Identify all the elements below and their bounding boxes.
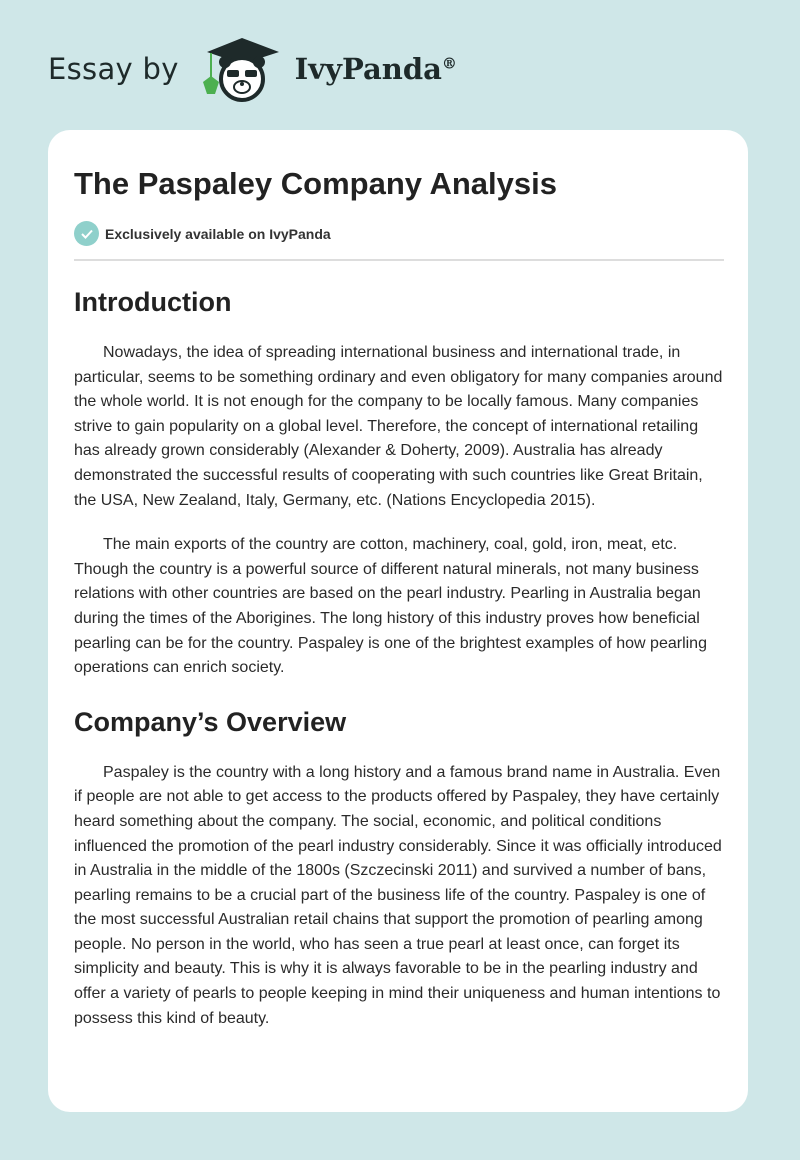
- page-title: The Paspaley Company Analysis: [74, 166, 557, 201]
- paragraph: Nowadays, the idea of spreading international business and international trade, in particular, seems to be something ordinary and even obligatory for many companies around the whole world. It is not enough for the company to be locally famous. Many companies strive to gain popularity on a global level. Therefore, the concept of international retailing has already grown considerably (Alexander & Doherty, 2009). Australia has already demonstrated the successful results of cooperating with such countries like Great Britain, the USA, New Zealand, Italy, Germany, etc. (Nations Encyclopedia 2015).: [74, 344, 723, 509]
- section-heading: Introduction: [74, 287, 232, 317]
- essay-by-label: Essay by: [48, 52, 179, 86]
- badge-text: Exclusively available on IvyPanda: [105, 225, 331, 242]
- essay-card: [48, 130, 748, 1112]
- brand-text: IvyPanda: [294, 52, 442, 86]
- site-header: [48, 34, 457, 104]
- brand-name[interactable]: [295, 52, 457, 86]
- registered-mark: ®: [441, 54, 457, 73]
- paragraph: Paspaley is the country with a long history and a famous brand name in Australia. Even if people are not able to get access to the products offered by Paspaley, they have certainly heard something about the company. The social, economic, and political conditions influenced the promotion of the pearl industry considerably. Since it was officially introduced in Australia in the middle of the 1800s (Szczecinski 2011) and survived a number of bans, pearling remains to be a crucial part of the business life of the country. Paspaley is one of the most successful Australian retail chains that support the promotion of pearling among people. No person in the world, who has seen a true pearl at least once, can forget its simplicity and beauty. This is why it is always favorable to be in the pearling industry and offer a variety of pearls to people keeping in mind their uniqueness and human intentions to possess this kind of beauty.: [74, 763, 722, 1027]
- check-circle-icon: [74, 221, 99, 246]
- ivypanda-logo-icon[interactable]: [197, 34, 287, 104]
- section-heading: Company’s Overview: [74, 706, 347, 737]
- paragraph: The main exports of the country are cotton, machinery, coal, gold, iron, meat, etc. Though the country is a powerful source of different natural minerals, not many business relations with other countries are based on the pearl industry. Pearling in Australia began during the times of the Aborigines. The long history of this industry proves how beneficial pearling can be for the country. Paspaley is one of the brightest examples of how pearling operations can enrich society.: [74, 536, 707, 677]
- exclusive-badge: [74, 221, 724, 246]
- divider: [74, 259, 724, 261]
